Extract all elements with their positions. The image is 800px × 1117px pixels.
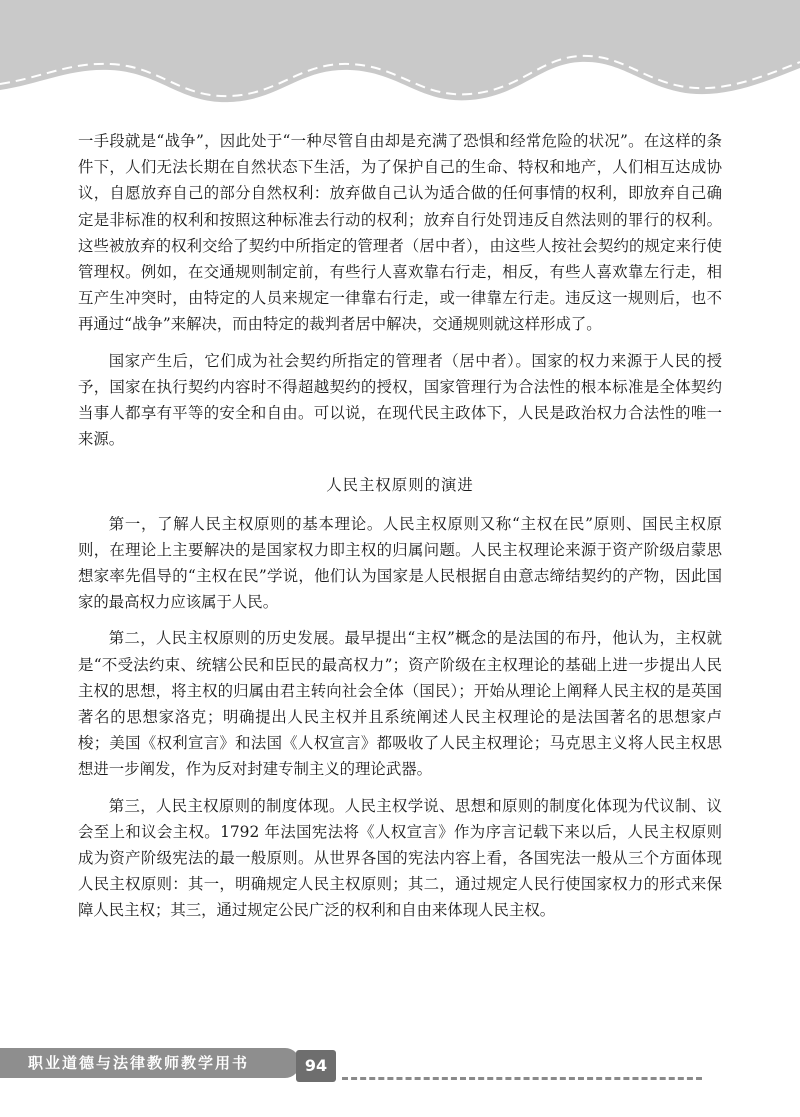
footer-dashed-rule: [342, 1077, 702, 1080]
footer-book-title: 职业道德与法律教师教学用书: [28, 1054, 250, 1072]
paragraph-intro-2: 国家产生后，它们成为社会契约所指定的管理者（居中者）。国家的权力来源于人民的授予，国家在执行契约内容时不得超越契约的授权，国家管理行为合法性的根本标准是全体契约当事人都享有平等的安全和自由。可以说，在现代民主政体下，人民是政治权力合法性的唯一来源。: [78, 351, 722, 449]
paragraph-section-3: 第三，人民主权原则的制度体现。人民主权学说、思想和原则的制度化体现为代议制、议会至上和议会主权。1792 年法国宪法将《人权宣言》作为序言记载下来以后，人民主权原则成为资产阶级宪法的最一般原则。从世界各国的宪法内容上看，各国宪法一般从三个方面体现人民主权原则：其一，明确规定人民主权原则；其二，通过规定人民行使国家权力的形式来保障人民主权；其三，通过规定公民广泛的权利和自由来体现人民主权。: [78, 796, 722, 920]
paragraph-section-1: 第一，了解人民主权原则的基本理论。人民主权原则又称“主权在民”原则、国民主权原则，在理论上主要解决的是国家权力即主权的归属问题。人民主权理论来源于资产阶级启蒙思想家率先倡导的“主权在民”学说，他们认为国家是人民根据自由意志缔结契约的产物，因此国家的最高权力应该属于人民。: [78, 514, 722, 612]
main-text: [78, 128, 722, 924]
paragraph-intro-1: 一手段就是“战争”，因此处于“一种尽管自由却是充满了恐惧和经常危险的状况”。在这样的条件下，人们无法长期在自然状态下生活，为了保护自己的生命、特权和地产，人们相互达成协议，自愿放弃自己的部分自然权利：放弃做自己认为适合做的任何事情的权利，即放弃自己确定是非标准的权利和按照这种标准去行动的权利；放弃自行处罚违反自然法则的罪行的权利。这些被放弃的权利交给了契约中所指定的管理者（居中者），由这些人按社会契约的规定来行使管理权。例如，在交通规则制定前，有些行人喜欢靠右行走，相反，有些人喜欢靠左行走，相互产生冲突时，由特定的人员来规定一律靠右行走，或一律靠左行走。违反这一规则后，也不再通过“战争”来解决，而由特定的裁判者居中解决，交通规则就这样形成了。: [78, 132, 722, 334]
page-number: 94: [296, 1050, 336, 1082]
paragraph-section-2: 第二，人民主权原则的历史发展。最早提出“主权”概念的是法国的布丹，他认为，主权就是“不受法约束、统辖公民和臣民的最高权力”；资产阶级在主权理论的基础上进一步提出人民主权的思想，将主权的归属由君主转向社会全体（国民）；开始从理论上阐释人民主权的是英国著名的思想家洛克；明确提出人民主权并且系统阐述人民主权理论的是法国著名的思想家卢梭；美国《权利宣言》和法国《人权宣言》都吸收了人民主权理论；马克思主义将人民主权思想进一步阐发，作为反对封建专制主义的理论武器。: [78, 629, 722, 779]
header-wave-banner: [0, 0, 800, 120]
page-footer: [0, 1040, 800, 1100]
section-heading: 人民主权原则的演进: [326, 476, 474, 495]
